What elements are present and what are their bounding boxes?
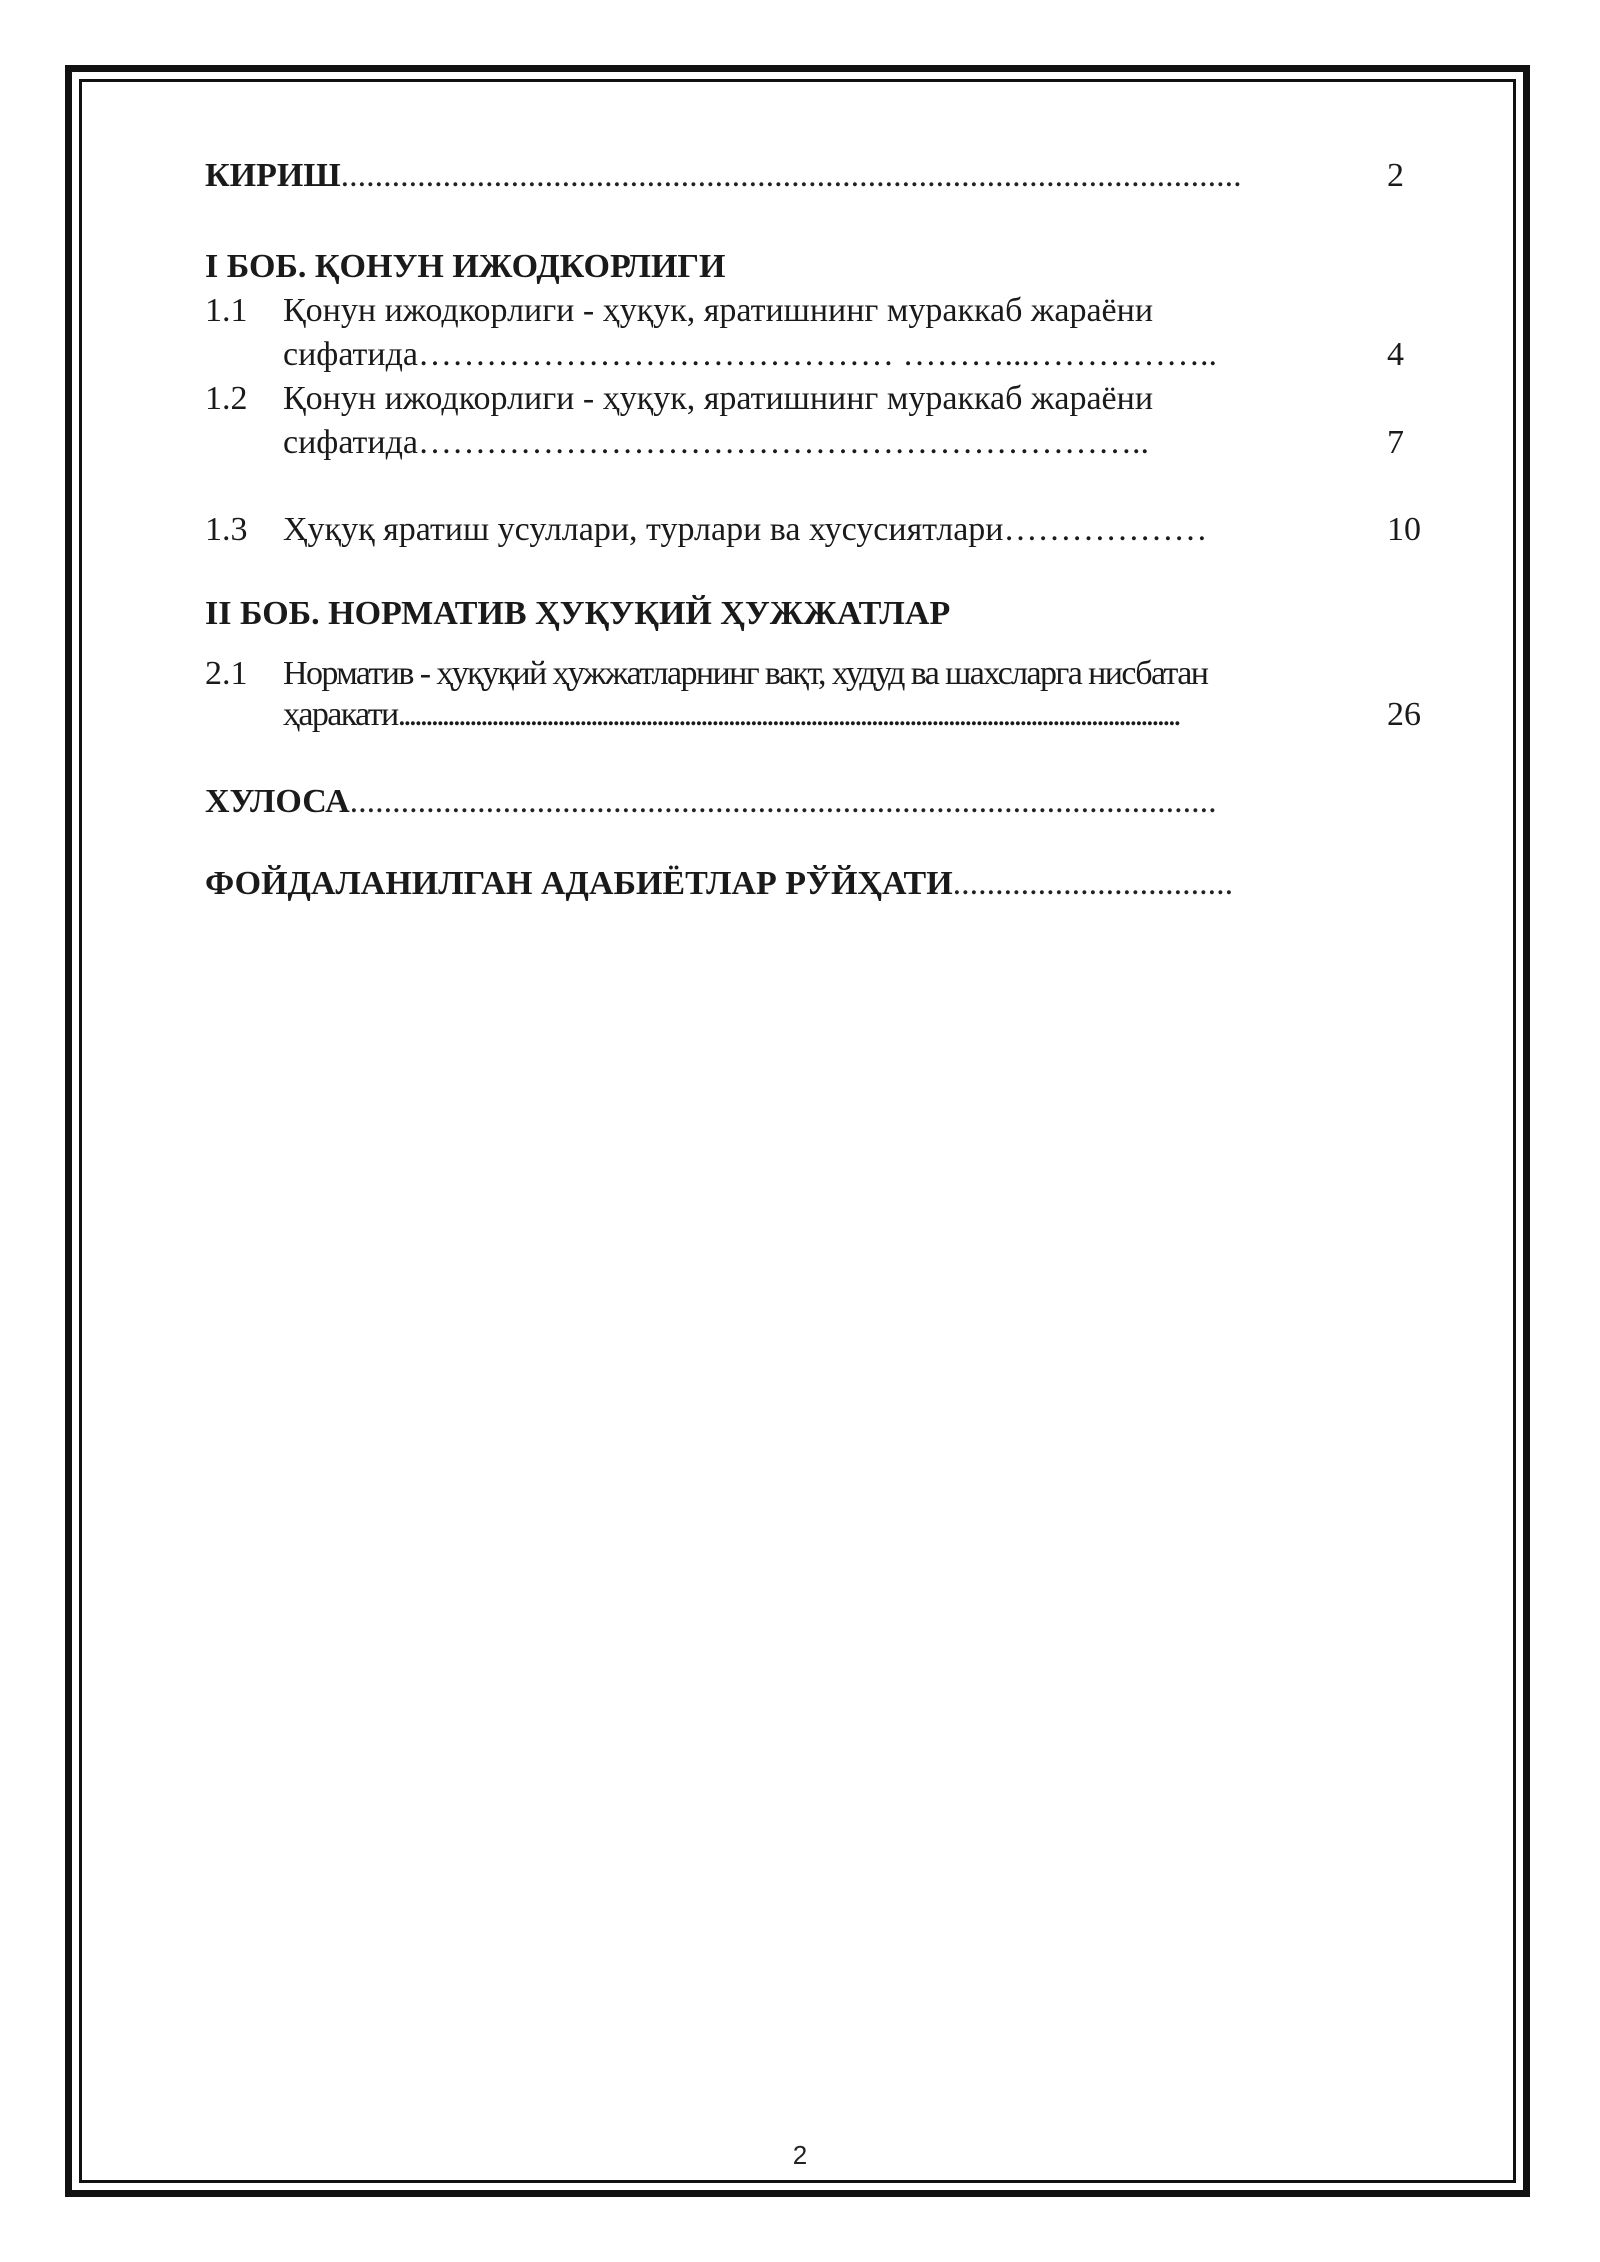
- toc-intro-page: 2: [1387, 157, 1404, 194]
- toc-section-title-cont: сифатида………………………………………………………..: [283, 424, 1149, 461]
- toc-section-page: 7: [1387, 424, 1404, 461]
- toc-chapter1-title[interactable]: I БОБ. ҚОНУН ИЖОДКОРЛИГИ: [205, 248, 726, 285]
- toc-intro-leader: ..........................................................................................................: [340, 157, 1242, 194]
- toc-conclusion-title: ХУЛОСА: [205, 783, 350, 820]
- toc-references-title: ФОЙДАЛАНИЛГАН АДАБИЁТЛАР РЎЙҲАТИ: [205, 865, 953, 902]
- toc-section-page: 10: [1387, 511, 1421, 548]
- toc-section-title-cont: [283, 693, 1333, 737]
- toc-chapter2-title[interactable]: II БОБ. НОРМАТИВ ҲУҚУҚИЙ ҲУЖЖАТЛАР: [205, 595, 951, 632]
- toc-entry-references[interactable]: [205, 862, 1445, 906]
- toc-section-title: Ҳуқуқ яратиш усуллари, турлари ва хусусиятлари………………: [283, 511, 1208, 548]
- toc-intro-title: КИРИШ: [205, 157, 341, 194]
- toc-conclusion-leader: ......................................................................................................: [349, 783, 1217, 820]
- toc-section-title: Норматив - ҳуқуқий ҳужжатларнинг вақт, худуд ва шахсларга нисбатан: [283, 655, 1208, 692]
- toc-section-number: 1.3: [205, 511, 248, 548]
- toc-section-number: 2.1: [205, 655, 248, 692]
- toc-section-number: 1.2: [205, 380, 248, 417]
- toc-section-title: Қонун ижодкорлиги - ҳуқук, яратишнинг мураккаб жараёни: [283, 292, 1154, 329]
- toc-entry-conclusion[interactable]: [205, 780, 1445, 824]
- toc-section-title-cont: сифатида…………………………………… ………...……………..: [283, 336, 1217, 373]
- page-number: 2: [792, 2140, 808, 2170]
- toc-section-number: 1.1: [205, 292, 248, 329]
- toc-section-page: 26: [1387, 696, 1421, 733]
- toc-references-leader: .................................: [952, 865, 1234, 902]
- toc-section-leader: ..............................................................................................................................................: [397, 696, 1179, 733]
- toc-section-title-text: ҳаракати: [283, 696, 398, 733]
- toc-entry-intro[interactable]: [205, 154, 1445, 198]
- toc-section-page: 4: [1387, 336, 1404, 373]
- toc-section-title: Қонун ижодкорлиги - ҳуқук, яратишнинг мураккаб жараёни: [283, 380, 1154, 417]
